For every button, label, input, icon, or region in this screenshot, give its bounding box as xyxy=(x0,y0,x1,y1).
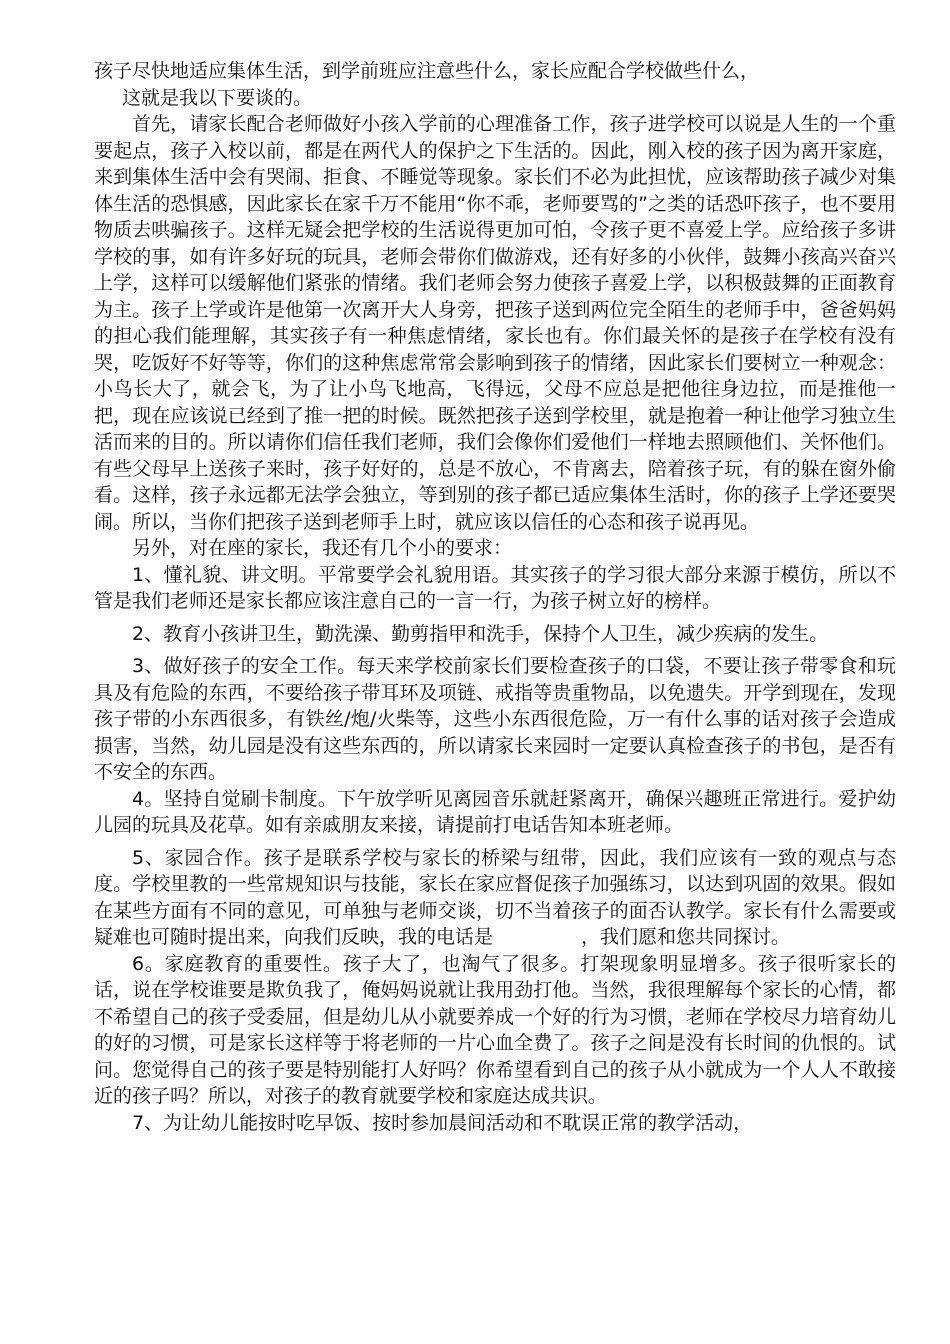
paragraph-requirements-intro: 另外，对在座的家长，我还有几个小的要求： xyxy=(132,537,513,559)
paragraph-item-7-schedule: 7、为让幼儿能按时吃早饭、按时参加晨间活动和不耽误正常的教学活动， xyxy=(132,1111,753,1134)
paragraph-item-4-card-system: 4。坚持自觉刷卡制度。下午放学听见离园音乐就赶紧离开，确保兴趣班正常进行。爱护幼儿园的玩具及花草。如有亲戚朋友来接，请提前打电话告知本班老师。 xyxy=(94,787,896,836)
paragraph-intro-line1: 孩子尽快地适应集体生活，到学前班应注意些什么，家长应配合学校做些什么， xyxy=(94,60,760,82)
paragraph-item-3-safety: 3、做好孩子的安全工作。每天来学校前家长们要检查孩子的口袋，不要让孩子带零食和玩具及有危险的东西，不要给孩子带耳环及项链、戒指等贵重物品，以免遗失。开学到现在，发现孩子带的小东西很多，有铁丝/炮/火柴等，这些小东西很危险，万一有什么事的话对孩子会造成损害，当然，幼儿园是没有这些东西的，所以请家长来园时一定要认真检查孩子的书包，是否有不安全的东西。 xyxy=(94,655,896,783)
paragraph-item-1-manners: 1、懂礼貌、讲文明。平常要学会礼貌用语。其实孩子的学习很大部分来源于模仿，所以不管是我们老师还是家长都应该注意自己的一言一行，为孩子树立好的榜样。 xyxy=(94,563,896,612)
paragraph-item-2-hygiene: 2、教育小孩讲卫生，勤洗澡、勤剪指甲和洗手，保持个人卫生，减少疾病的发生。 xyxy=(132,622,829,645)
paragraph-item-5-text-end: ，我们愿和您共同探讨。 xyxy=(581,926,791,948)
paragraph-item-6-family-education: 6。家庭教育的重要性。孩子大了，也淘气了很多。打架现象明显增多。孩子很听家长的话，说在学校谁要是欺负我了，俺妈妈说就让我用劲打他。当然，我很理解每个家长的心情，都不希望自己的孩子受委屈，但是幼儿从小就要养成一个好的行为习惯，老师在学校尽力培育幼儿的好的习惯，可是家长这样等于将老师的一片心血全费了。孩子之间是没有长时间的仇恨的。试问。您觉得自己的孩子要是特别能打人好吗？你希望看到自己的孩子从小就成为一个人人不敢接近的孩子吗？所以，对孩子的教育就要学校和家庭达成共识。 xyxy=(94,952,896,1107)
paragraph-intro xyxy=(94,58,896,111)
paragraph-item-5-cooperation xyxy=(94,845,896,951)
paragraph-item-5-text: 5、家园合作。孩子是联系学校与家长的桥梁与纽带，因此，我们应该有一致的观点与态度。学校里教的一些常规知识与技能，家长在家应督促孩子加强练习，以达到巩固的效果。假如在某些方面有不同的意见，可单独与老师交谈，切不当着孩子的面否认教学。家长有什么需要或疑难也可随时提出来，向我们反映，我的电话是 xyxy=(94,846,896,948)
paragraph-psychological-preparation: 首先，请家长配合老师做好小孩入学前的心理准备工作，孩子进学校可以说是人生的一个重要起点，孩子入校以前，都是在两代人的保护之下生活的。因此，刚入校的孩子因为离开家庭，来到集体生活中会有哭闹、拒食、不睡觉等现象。家长们不必为此担忧，应该帮助孩子减少对集体生活的恐惧感，因此家长在家千万不能用“你不乖，老师要骂的”之类的话恐吓孩子，也不要用物质去哄骗孩子。这样无疑会把学校的生活说得更加可怕，令孩子更不喜爱上学。应给孩子多讲学校的事，如有许多好玩的玩具，老师会带你们做游戏，还有好多的小伙伴，鼓舞小孩高兴奋兴上学，这样可以缓解他们紧张的情绪。我们老师会努力使孩子喜爱上学，以积极鼓舞的正面教育为主。孩子上学或许是他第一次离开大人身旁，把孩子送到两位完全陌生的老师手中，爸爸妈妈的担心我们能理解，其实孩子有一种焦虑情绪，家长也有。你们最关怀的是孩子在学校有没有哭，吃饭好不好等等，你们的这种焦虑常常会影响到孩子的情绪，因此家长们要树立一种观念：小鸟长大了，就会飞，为了让小鸟飞地高，飞得远，父母不应总是把他往身边拉，而是推他一把，现在应该说已经到了推一把的时候。既然把孩子送到学校里，就是抱着一种让他学习独立生活而来的目的。所以请你们信任我们老师，我们会像你们爱他们一样地去照顾他们、关怀他们。有些父母早上送孩子来时，孩子好好的，总是不放心，不肯离去，陪着孩子玩，有的躲在窗外偷看。这样，孩子永远都无法学会独立，等到别的孩子都已适应集体生活时，你的孩子上学还要哭闹。所以，当你们把孩子送到老师手上时，就应该以信任的心态和孩子说再见。 xyxy=(94,113,896,533)
document-body xyxy=(94,58,896,1136)
paragraph-intro-line2: 这就是我以下要谈的。 xyxy=(122,86,313,109)
